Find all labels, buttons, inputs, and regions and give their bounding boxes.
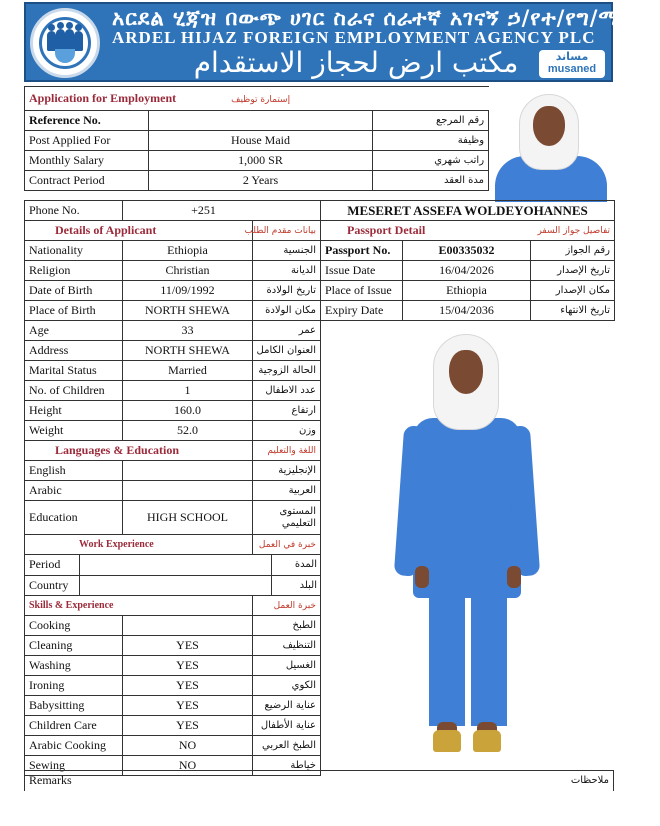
passport-table xyxy=(320,200,615,321)
religion-value: Christian xyxy=(123,261,253,281)
religion-label: Religion xyxy=(25,261,123,281)
musaned-logo-english: musaned xyxy=(547,63,597,75)
height-label-ar: ارتفاع xyxy=(253,401,321,421)
musaned-logo-arabic: مساند xyxy=(555,50,589,63)
arabic-label-ar: العربية xyxy=(253,481,321,501)
phone-label: Phone No. xyxy=(25,201,123,221)
remarks-table xyxy=(24,770,614,791)
height-value: 160.0 xyxy=(123,401,253,421)
marital-value: Married xyxy=(123,361,253,381)
age-label-ar: عمر xyxy=(253,321,321,341)
reference-label-ar: رقم المرجع xyxy=(373,111,489,131)
place-of-issue-label: Place of Issue xyxy=(321,281,403,301)
age-label: Age xyxy=(25,321,123,341)
children-care-label: Children Care xyxy=(25,716,123,736)
period-value xyxy=(79,555,271,575)
passport-no-value: E00335032 xyxy=(403,241,531,261)
children-label: No. of Children xyxy=(25,381,123,401)
application-title-ar: إستمارة توظيف xyxy=(231,95,291,105)
applicant-name: MESERET ASSEFA WOLDEYOHANNES xyxy=(321,201,615,221)
agency-logo xyxy=(30,8,100,78)
arabic-label: Arabic xyxy=(25,481,123,501)
weight-label-ar: وزن xyxy=(253,421,321,441)
expiry-date-value: 15/04/2036 xyxy=(403,301,531,321)
post-value: House Maid xyxy=(149,131,373,151)
work-title-ar: خبرة في العمل xyxy=(253,535,321,555)
nationality-label-ar: الجنسية xyxy=(253,241,321,261)
ironing-value: YES xyxy=(123,676,253,696)
marital-label: Marital Status xyxy=(25,361,123,381)
babysitting-label-ar: عناية الرضيع xyxy=(253,696,321,716)
children-care-label-ar: عناية الأطفال xyxy=(253,716,321,736)
address-label: Address xyxy=(25,341,123,361)
contract-value: 2 Years xyxy=(149,171,373,191)
cleaning-label: Cleaning xyxy=(25,636,123,656)
salary-label: Monthly Salary xyxy=(25,151,149,171)
english-value xyxy=(123,461,253,481)
post-label-ar: وظيفة xyxy=(373,131,489,151)
people-icon xyxy=(47,27,83,51)
cooking-label-ar: الطبخ xyxy=(253,616,321,636)
post-label: Post Applied For xyxy=(25,131,149,151)
nationality-value: Ethiopia xyxy=(123,241,253,261)
contract-label: Contract Period xyxy=(25,171,149,191)
contract-label-ar: مدة العقد xyxy=(373,171,489,191)
english-label: English xyxy=(25,461,123,481)
languages-title: Languages & Education xyxy=(25,441,253,461)
agency-name-english: ARDEL HIJAZ FOREIGN EMPLOYMENT AGENCY PLC xyxy=(112,28,596,47)
children-value: 1 xyxy=(123,381,253,401)
age-value: 33 xyxy=(123,321,253,341)
details-title: Details of Applicant xyxy=(25,221,253,241)
period-label: Period xyxy=(25,555,79,575)
cleaning-label-ar: التنظيف xyxy=(253,636,321,656)
skills-title: Skills & Experience xyxy=(25,596,253,616)
expiry-date-label-ar: تاريخ الانتهاء xyxy=(531,301,615,321)
dob-label: Date of Birth xyxy=(25,281,123,301)
height-label: Height xyxy=(25,401,123,421)
washing-value: YES xyxy=(123,656,253,676)
issue-date-value: 16/04/2026 xyxy=(403,261,531,281)
issue-date-label: Issue Date xyxy=(321,261,403,281)
arabic-cooking-label-ar: الطبخ العربي xyxy=(253,736,321,756)
passport-title-ar: تفاصيل جواز السفر xyxy=(531,221,615,241)
passport-title: Passport Detail xyxy=(321,221,531,241)
dob-value: 11/09/1992 xyxy=(123,281,253,301)
salary-value: 1,000 SR xyxy=(149,151,373,171)
passport-no-label: Passport No. xyxy=(321,241,403,261)
applicant-details-table xyxy=(24,200,321,776)
arabic-value xyxy=(123,481,253,501)
cooking-label: Cooking xyxy=(25,616,123,636)
children-care-value: YES xyxy=(123,716,253,736)
agency-banner xyxy=(24,2,660,82)
english-label-ar: الإنجليزية xyxy=(253,461,321,481)
country-label-ar: البلد xyxy=(271,575,321,595)
application-title: Application for Employment xyxy=(29,91,177,105)
babysitting-value: YES xyxy=(123,696,253,716)
country-label: Country xyxy=(25,575,79,595)
marital-label-ar: الحالة الزوجية xyxy=(253,361,321,381)
applicant-photo-small xyxy=(489,86,613,202)
place-of-issue-label-ar: مكان الإصدار xyxy=(531,281,615,301)
languages-title-ar: اللغة والتعليم xyxy=(253,441,321,461)
babysitting-label: Babysitting xyxy=(25,696,123,716)
arabic-cooking-label: Arabic Cooking xyxy=(25,736,123,756)
nationality-label: Nationality xyxy=(25,241,123,261)
remarks-label: Remarks xyxy=(25,771,505,791)
weight-value: 52.0 xyxy=(123,421,253,441)
country-value xyxy=(79,575,271,595)
work-title: Work Experience xyxy=(25,535,253,555)
education-label-ar: المستوى التعليمي xyxy=(253,501,321,535)
period-label-ar: المدة xyxy=(271,555,321,575)
cleaning-value: YES xyxy=(123,636,253,656)
education-label: Education xyxy=(25,501,123,535)
issue-date-label-ar: تاريخ الإصدار xyxy=(531,261,615,281)
ironing-label: Ironing xyxy=(25,676,123,696)
washing-label-ar: الغسيل xyxy=(253,656,321,676)
pob-label-ar: مكان الولادة xyxy=(253,301,321,321)
washing-label: Washing xyxy=(25,656,123,676)
applicant-photo-full xyxy=(321,322,613,768)
expiry-date-label: Expiry Date xyxy=(321,301,403,321)
religion-label-ar: الديانة xyxy=(253,261,321,281)
agency-name-arabic: مكتب ارض لحجاز الاستقدام xyxy=(193,46,519,79)
ironing-label-ar: الكوي xyxy=(253,676,321,696)
remarks-label-ar: ملاحظات xyxy=(505,771,614,791)
reference-value xyxy=(149,111,373,131)
sewing-label-ar: خياطة xyxy=(253,756,321,776)
dob-label-ar: تاريخ الولادة xyxy=(253,281,321,301)
phone-value: +251 xyxy=(123,201,321,221)
reference-label: Reference No. xyxy=(25,111,149,131)
pob-label: Place of Birth xyxy=(25,301,123,321)
passport-no-label-ar: رقم الجواز xyxy=(531,241,615,261)
weight-label: Weight xyxy=(25,421,123,441)
arabic-cooking-value: NO xyxy=(123,736,253,756)
cooking-value xyxy=(123,616,253,636)
place-of-issue-value: Ethiopia xyxy=(403,281,531,301)
address-label-ar: العنوان الكامل xyxy=(253,341,321,361)
application-table xyxy=(24,86,489,191)
sewing-value: NO xyxy=(123,756,253,776)
details-title-ar: بيانات مقدم الطلب xyxy=(253,221,321,241)
pob-value: NORTH SHEWA xyxy=(123,301,253,321)
children-label-ar: عدد الاطفال xyxy=(253,381,321,401)
education-value: HIGH SCHOOL xyxy=(123,501,253,535)
skills-title-ar: خبرة العمل xyxy=(253,596,321,616)
musaned-logo xyxy=(539,50,605,78)
sewing-label: Sewing xyxy=(25,756,123,776)
address-value: NORTH SHEWA xyxy=(123,341,253,361)
salary-label-ar: راتب شهري xyxy=(373,151,489,171)
agency-name-amharic: አርደል ሂጃዝ በውጭ ሀገር ስራና ሰራተኛ አገናኝ ኃ/የተ/የግ/ማህበር xyxy=(112,6,660,30)
